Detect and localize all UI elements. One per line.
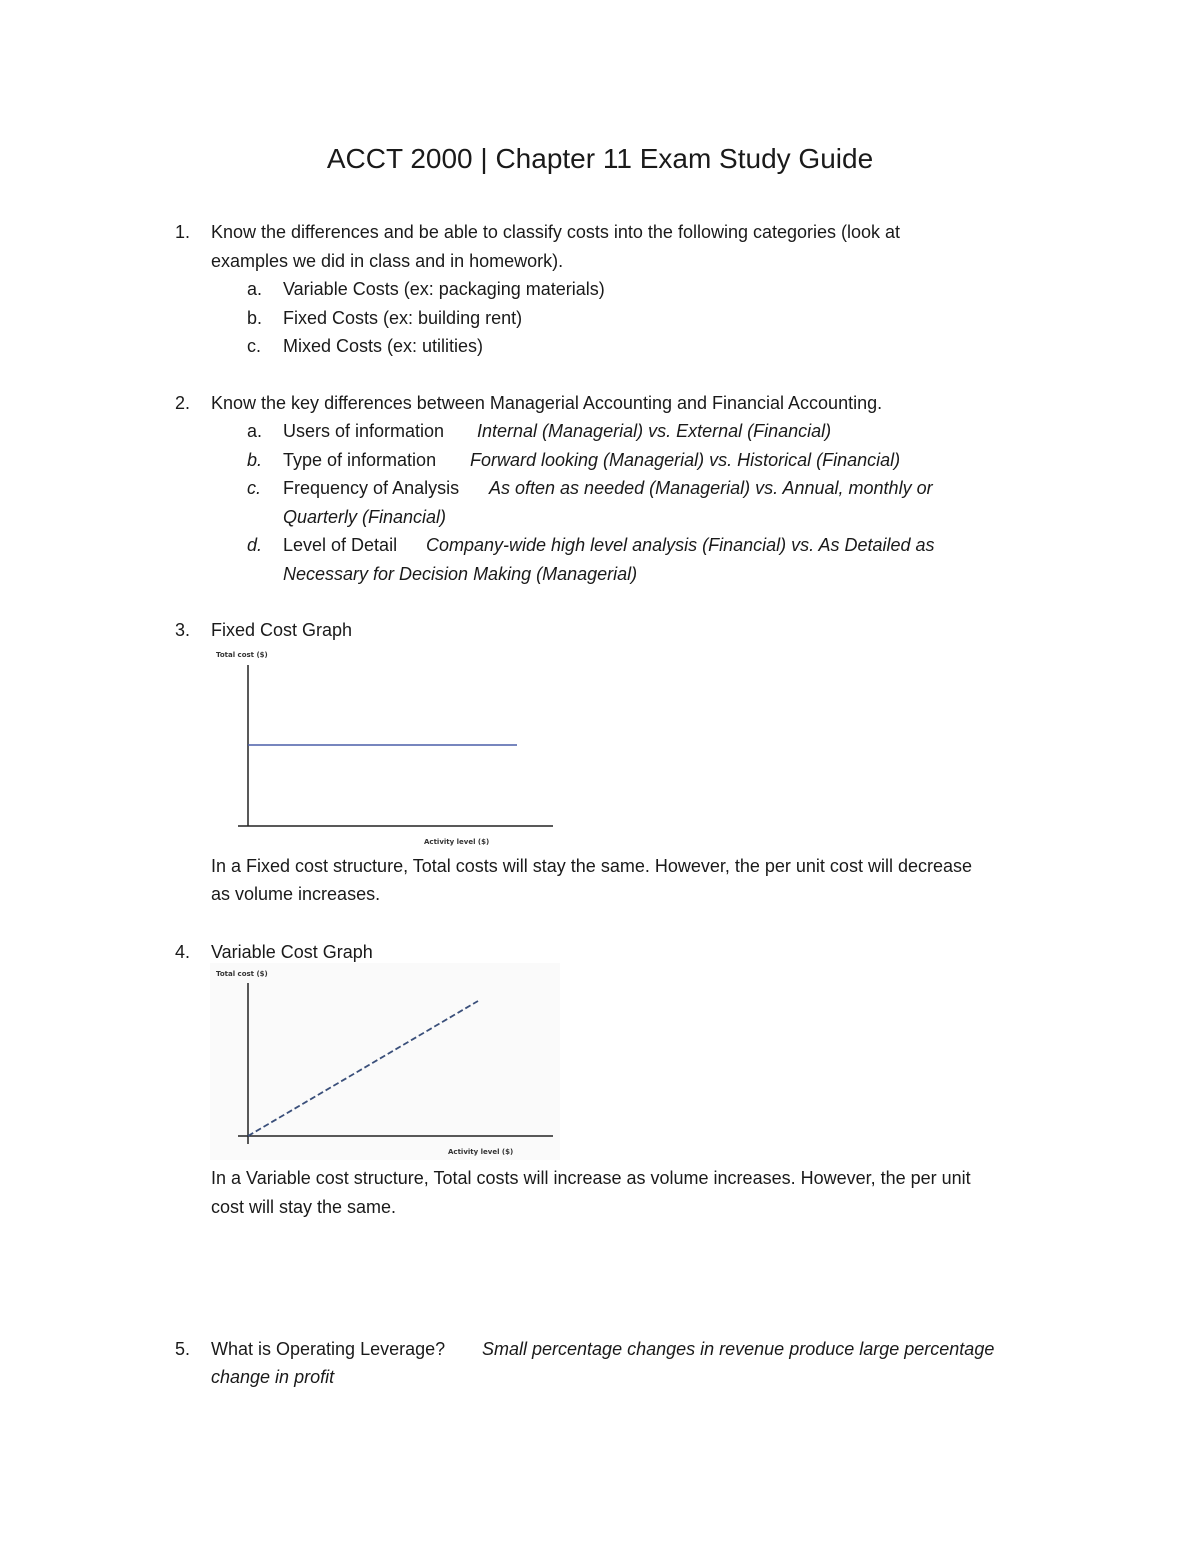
item-1-number: 1. [175,222,191,242]
item-1c-letter: c. [247,336,262,356]
variable-cost-chart [210,963,560,1160]
item-1c-text: Mixed Costs (ex: utilities) [283,336,484,356]
item-3-caption-line1: In a Fixed cost structure, Total costs will stay the same. However, the per unit cost will decrease [211,856,972,876]
item-2a-answer: Internal (Managerial) vs. External (Financial) [477,421,832,441]
item-2a-letter: a. [247,421,263,441]
item-2c-letter: c. [247,478,262,498]
item-2d-letter: d. [247,535,263,555]
item-2c-answer-cont: Quarterly (Financial) [283,507,447,527]
item-2c-label: Frequency of Analysis [283,478,460,498]
item-2-number: 2. [175,393,191,413]
item-4-number: 4. [175,942,191,962]
item-3-number: 3. [175,620,191,640]
item-2b-answer: Forward looking (Managerial) vs. Historical (Financial) [470,450,901,470]
variable-y-axis-label: Total cost ($) [216,970,268,978]
item-1-text-line2: examples we did in class and in homework). [211,251,564,271]
item-4-text: Variable Cost Graph [211,942,373,962]
item-3-caption-line2: as volume increases. [211,884,381,904]
item-1b-text: Fixed Costs (ex: building rent) [283,308,523,328]
item-2c-answer: As often as needed (Managerial) vs. Annual, monthly or [489,478,933,498]
item-2b-label: Type of information [283,450,437,470]
fixed-y-axis-label: Total cost ($) [216,651,268,659]
item-2d-label: Level of Detail [283,535,398,555]
item-2d-answer-cont: Necessary for Decision Making (Managerial) [283,564,638,584]
item-5-question: What is Operating Leverage? [211,1339,446,1359]
item-5-number: 5. [175,1339,191,1359]
item-4-caption-line1: In a Variable cost structure, Total costs will increase as volume increases. However, the per unit [211,1168,971,1188]
item-1a-text: Variable Costs (ex: packaging materials) [283,279,605,299]
item-1-text-line1: Know the differences and be able to classify costs into the following categories (look at [211,222,901,242]
item-2b-letter: b. [247,450,263,470]
item-2-text: Know the key differences between Managerial Accounting and Financial Accounting. [211,393,883,413]
fixed-x-axis-label: Activity level ($) [424,838,490,846]
item-1b-letter: b. [247,308,263,328]
item-5-answer-cont: change in profit [211,1367,335,1387]
page-title: ACCT 2000 | Chapter 11 Exam Study Guide [326,143,874,174]
item-1a-letter: a. [247,279,263,299]
item-5-answer: Small percentage changes in revenue produce large percentage [482,1339,995,1359]
item-2d-answer: Company-wide high level analysis (Financial) vs. As Detailed as [426,535,935,555]
fixed-cost-chart [210,645,560,850]
variable-x-axis-label: Activity level ($) [448,1148,514,1156]
item-3-text: Fixed Cost Graph [211,620,353,640]
item-4-caption-line2: cost will stay the same. [211,1197,397,1217]
variable-chart-background [210,963,560,1160]
item-2a-label: Users of information [283,421,445,441]
